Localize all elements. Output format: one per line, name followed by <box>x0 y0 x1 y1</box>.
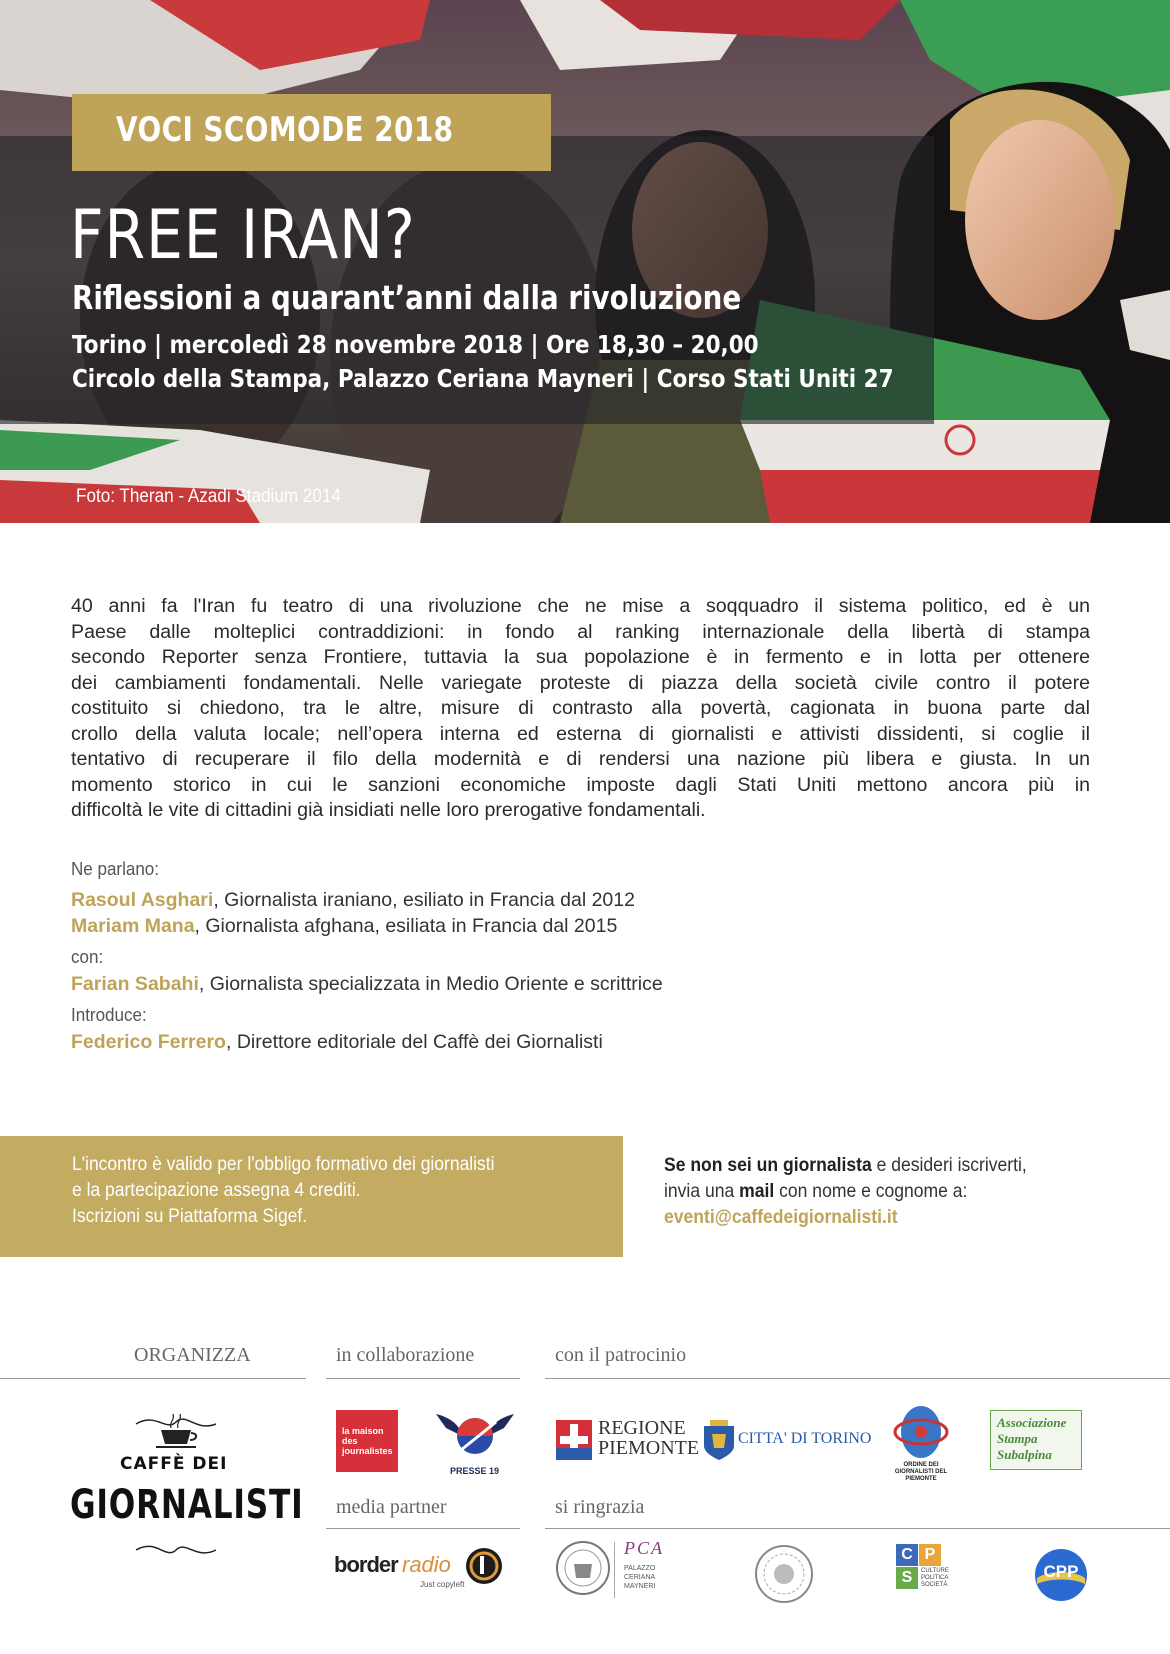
maison-logo-text: la maison des journalistes <box>342 1426 393 1456</box>
border-radio-icon <box>464 1546 504 1586</box>
caffe-logo-top: CAFFÈ DEI <box>120 1454 228 1474</box>
event-subtitle: Riflessioni a quarant’anni dalla rivoluzione <box>72 278 742 317</box>
description-line: difficoltà le vite di cittadini già insidiati nelle loro prerogative fondamentali. <box>71 799 706 821</box>
speaker-row <box>71 972 663 997</box>
cps-s: S <box>896 1567 918 1589</box>
registration-text: invia una <box>664 1180 740 1202</box>
cpp-logo <box>1034 1548 1088 1602</box>
description-line: secondo Reporter senza Frontiere, tuttavia la sua popolazione è in fermento e in lotta per ottenere <box>71 646 1090 668</box>
palazzo-ceriana-logo <box>554 1538 684 1608</box>
description-line: crollo della valuta locale; nell’opera interna ed esterna di giornalisti e attivisti dissidenti, si coglie il <box>71 722 1090 745</box>
radio-label: radio <box>402 1552 451 1577</box>
event-description <box>71 594 1090 824</box>
description-line: Paese dalle molteplici contraddizioni: in fondo al ranking internazionale della libertà di stampa <box>71 620 1090 643</box>
registration-line <box>664 1152 1027 1178</box>
regione-piemonte-logo <box>556 1416 700 1464</box>
description-line: 40 anni fa l'Iran fu teatro di una rivoluzione che ne mise a soqquadro il sistema politico, ed è un <box>71 595 1090 617</box>
credits-line: Iscrizioni su Piattaforma Sigef. <box>72 1206 308 1227</box>
registration-email-link[interactable]: eventi@caffedeigiornalisti.it <box>664 1206 898 1228</box>
registration-info <box>664 1152 1027 1230</box>
description-line: momento storico in cui le sanzioni economiche imposte dagli Stati Uniti mettono ancora più in <box>71 773 1090 796</box>
divider <box>545 1378 1170 1379</box>
pca-name: PALAZZO CERIANA MAYNERI <box>624 1565 656 1590</box>
cps-logo <box>896 1544 966 1604</box>
divider <box>326 1378 520 1379</box>
patrocinio-label: con il patrocinio <box>555 1344 687 1366</box>
ringrazia-label: si ringrazia <box>555 1496 645 1518</box>
divider <box>0 1378 306 1379</box>
ornament-icon <box>66 1538 286 1568</box>
regione-label-1: REGIONE <box>598 1417 686 1439</box>
cps-text: CULTURE POLITICA SOCIETÀ <box>921 1568 949 1588</box>
collaborazione-label: in collaborazione <box>336 1344 475 1366</box>
presse-logo-text: PRESSE 19 <box>450 1466 500 1476</box>
associazione-stampa-subalpina-logo <box>990 1410 1082 1470</box>
ordine-emblem-icon <box>886 1404 956 1462</box>
border-radio-logo <box>334 1546 504 1596</box>
media-partner-label: media partner <box>336 1496 447 1518</box>
description-line: tentativo di recuperare il filo della modernità e di rendersi una nazione più libera e giusta. In un <box>71 748 1090 770</box>
hero-banner <box>0 0 1170 523</box>
caffe-logo-main: GIORNALISTI <box>70 1482 304 1528</box>
speaker-row <box>71 888 635 913</box>
citta-di-torino-logo <box>704 1416 872 1464</box>
credits-box <box>0 1136 623 1257</box>
seal-icon <box>754 1544 814 1604</box>
credits-line: L'incontro è valido per l'obbligo formativo dei giornalisti <box>72 1154 495 1175</box>
torino-bull-shield-icon <box>704 1420 734 1460</box>
speaker-role: , Giornalista afghana, esiliata in Francia dal 2015 <box>194 915 618 937</box>
divider <box>326 1528 520 1529</box>
registration-bold: mail <box>739 1180 775 1202</box>
coffee-cup-icon <box>66 1402 286 1452</box>
ordine-giornalisti-logo <box>886 1404 956 1484</box>
logo-divider <box>614 1542 615 1598</box>
speakers-label: Ne parlano: <box>71 858 160 879</box>
cpp-label: CPP <box>1043 1562 1079 1581</box>
speaker-role: , Giornalista iraniano, esiliato in Francia dal 2012 <box>213 889 635 911</box>
speaker-role: , Giornalista specializzata in Medio Oriente e scrittrice <box>198 973 663 995</box>
maison-des-journalistes-logo <box>336 1410 398 1472</box>
speaker-name: Rasoul Asghari <box>71 889 214 911</box>
photo-credit: Foto: Theran - Azadi Stadium 2014 <box>76 486 341 507</box>
regione-shield-icon <box>556 1420 592 1460</box>
citta-label: CITTA' DI TORINO <box>738 1430 872 1447</box>
description-line: dei cambiamenti fondamentali. Nelle variegate proteste di piazza della società civile contro il potere <box>71 671 1090 694</box>
border-tagline: Just copyleft <box>420 1580 465 1589</box>
stampa-label-1: Associazione <box>997 1415 1067 1430</box>
circolo-stampa-seal-icon <box>554 1538 612 1598</box>
event-date-time: Torino | mercoledì 28 novembre 2018 | Ore 18,30 – 20,00 <box>72 330 759 359</box>
credits-line: e la partecipazione assegna 4 crediti. <box>72 1180 361 1201</box>
speaker-name: Federico Ferrero <box>71 1031 226 1053</box>
series-badge <box>72 94 551 171</box>
introduce-label: Introduce: <box>71 1004 147 1025</box>
organizza-label: ORGANIZZA <box>134 1344 251 1366</box>
with-label: con: <box>71 946 104 967</box>
divider <box>545 1528 1170 1529</box>
registration-text: con nome e cognome a: <box>774 1180 968 1202</box>
stampa-label-2: Stampa <box>997 1431 1038 1446</box>
cps-c: C <box>896 1544 918 1566</box>
speaker-role: , Direttore editoriale del Caffè dei Giornalisti <box>225 1031 603 1053</box>
stampa-label-3: Subalpina <box>997 1447 1052 1462</box>
series-label: VOCI SCOMODE 2018 <box>116 110 454 150</box>
event-location: Circolo della Stampa, Palazzo Ceriana Mayneri | Corso Stati Uniti 27 <box>72 364 894 393</box>
speaker-name: Mariam Mana <box>71 915 195 937</box>
presse-19-logo <box>432 1404 518 1478</box>
speaker-row <box>71 914 617 939</box>
ordine-label: ORDINE DEI GIORNALISTI DEL PIEMONTE <box>894 1462 948 1482</box>
border-label: border <box>334 1552 398 1577</box>
pca-label: PCA <box>624 1538 664 1558</box>
speaker-row <box>71 1030 603 1055</box>
caffe-dei-giornalisti-logo <box>66 1402 304 1562</box>
regione-label-2: PIEMONTE <box>598 1437 700 1459</box>
speaker-name: Farian Sabahi <box>71 973 199 995</box>
registration-bold: Se non sei un giornalista <box>664 1154 872 1176</box>
description-line: costituito si chiedono, tra le altre, misure di contrasto alla povertà, cagionata in buona parte dal <box>71 697 1090 719</box>
registration-line <box>664 1178 1027 1204</box>
event-title: FREE IRAN? <box>70 196 416 275</box>
university-seal-logo <box>754 1544 814 1604</box>
cps-p: P <box>919 1544 941 1566</box>
globe-wings-icon <box>432 1404 518 1466</box>
registration-text: e desideri iscriverti, <box>871 1154 1027 1176</box>
